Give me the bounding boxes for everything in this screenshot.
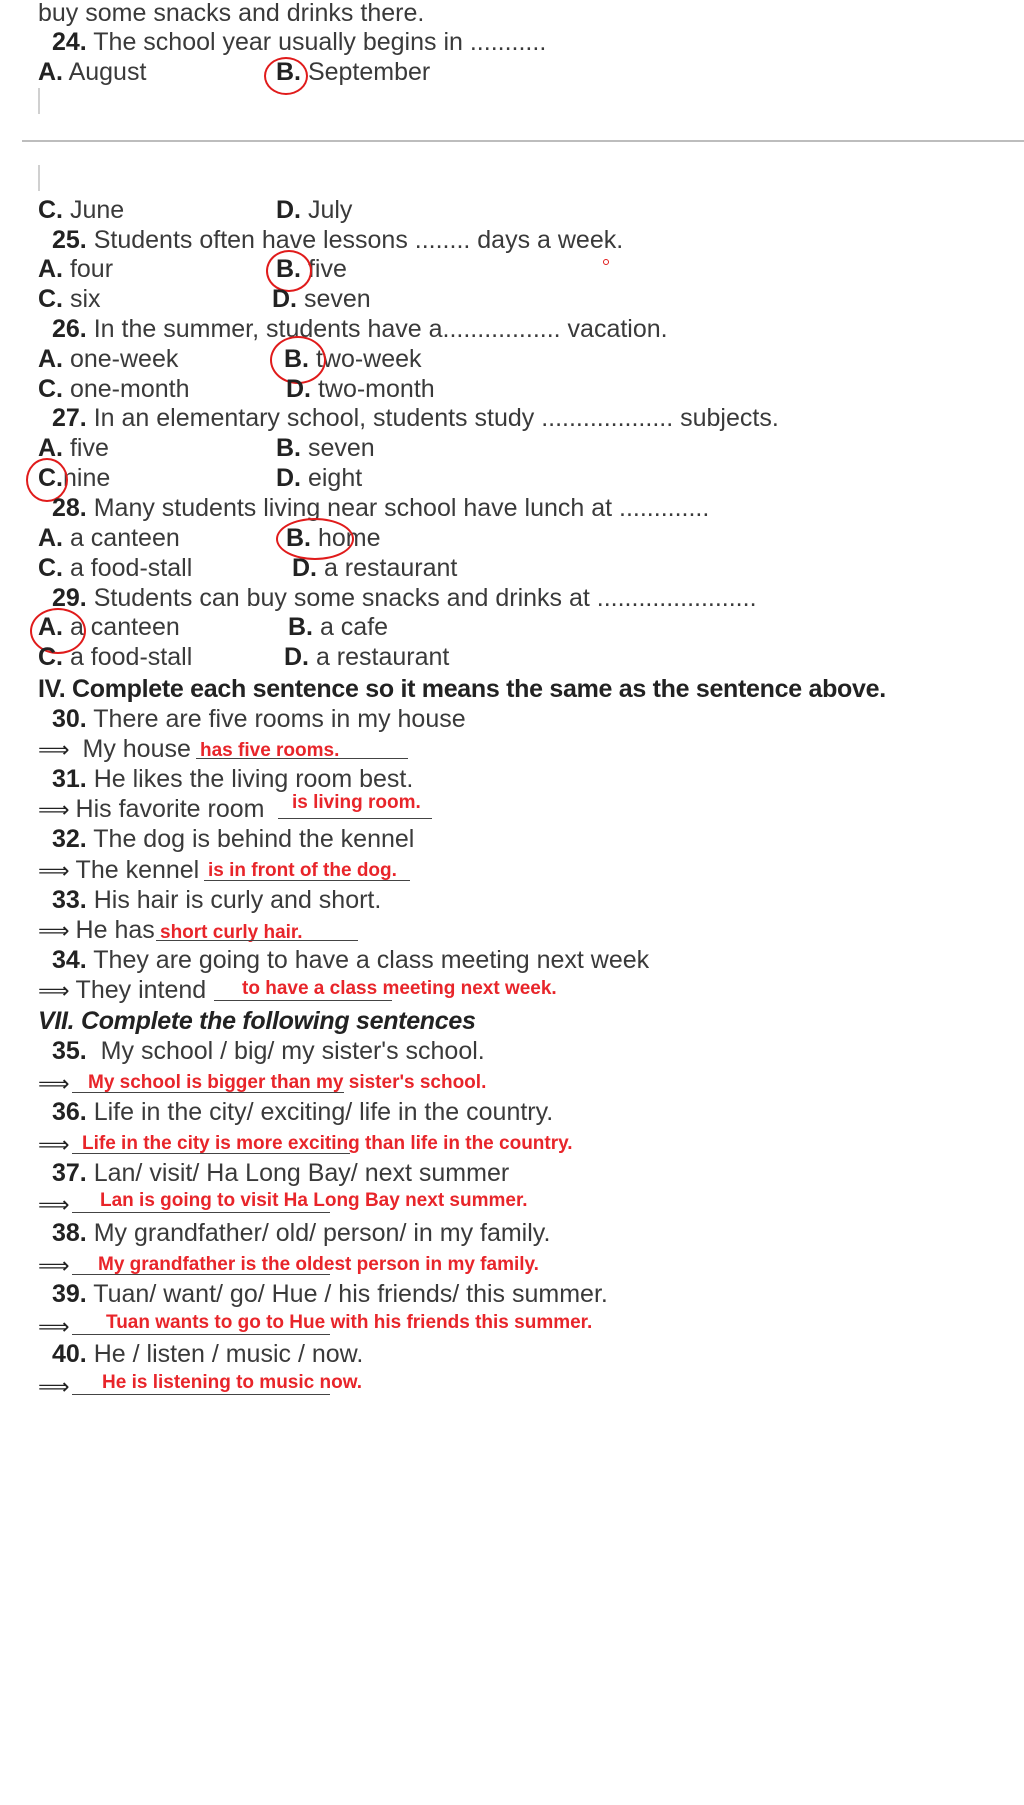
rewrite-prompt-33: ⟹ He has bbox=[38, 916, 155, 944]
handwritten-answer-39: Tuan wants to go to Hue with his friends this summer. bbox=[106, 1312, 593, 1333]
arrow-icon: ⟹ bbox=[38, 858, 70, 883]
arrow-35 bbox=[38, 1068, 76, 1099]
handwritten-answer-30: has five rooms. bbox=[200, 740, 340, 761]
answer-blank bbox=[72, 1334, 330, 1335]
option-26-b: B. two-week bbox=[284, 345, 422, 373]
question-28: 28. Many students living near school have lunch at ............. bbox=[52, 494, 710, 522]
page-corner-mark bbox=[24, 165, 40, 191]
handwritten-answer-40: He is listening to music now. bbox=[102, 1372, 363, 1393]
option-27-a: A. five bbox=[38, 434, 109, 462]
option-27-d: D. eight bbox=[276, 464, 363, 492]
arrow-icon: ⟹ bbox=[38, 797, 70, 822]
top-fragment: buy some snacks and drinks there. bbox=[38, 0, 425, 27]
answer-blank bbox=[156, 940, 358, 941]
question-35: 35. My school / big/ my sister's school. bbox=[52, 1037, 485, 1065]
arrow-icon: ⟹ bbox=[38, 1253, 70, 1278]
rewrite-prompt-30: ⟹ My house bbox=[38, 735, 191, 763]
answer-blank bbox=[72, 1153, 350, 1154]
handwritten-answer-34: to have a class meeting next week. bbox=[242, 978, 557, 999]
option-25-b: B. five bbox=[276, 255, 347, 283]
page-break-divider bbox=[22, 140, 1024, 142]
option-24-b: B. September bbox=[276, 58, 431, 86]
question-37: 37. Lan/ visit/ Ha Long Bay/ next summer bbox=[52, 1159, 510, 1187]
arrow-icon: ⟹ bbox=[38, 1314, 70, 1339]
answer-blank bbox=[204, 880, 410, 881]
question-40: 40. He / listen / music / now. bbox=[52, 1340, 364, 1368]
option-26-a: A. one-week bbox=[38, 345, 179, 373]
rewrite-prompt-31: ⟹ His favorite room bbox=[38, 795, 265, 823]
question-26: 26. In the summer, students have a................. vacation. bbox=[52, 315, 668, 343]
option-26-d: D. two-month bbox=[286, 375, 435, 403]
handwritten-answer-31: is living room. bbox=[292, 792, 421, 813]
stray-mark bbox=[603, 259, 609, 265]
answer-blank bbox=[72, 1274, 330, 1275]
option-24-d: D. July bbox=[276, 196, 353, 224]
arrow-38 bbox=[38, 1250, 76, 1281]
question-number: 24. bbox=[52, 28, 87, 56]
option-24-c: C. June bbox=[38, 196, 125, 224]
answer-blank bbox=[72, 1092, 344, 1093]
arrow-36 bbox=[38, 1129, 76, 1160]
option-28-b: B. home bbox=[286, 524, 381, 552]
answer-blank bbox=[278, 818, 432, 819]
arrow-icon: ⟹ bbox=[38, 918, 70, 943]
handwritten-answer-32: is in front of the dog. bbox=[208, 860, 397, 881]
option-29-d: D. a restaurant bbox=[284, 643, 450, 671]
option-27-c: C.nine bbox=[38, 464, 111, 492]
option-28-d: D. a restaurant bbox=[292, 554, 458, 582]
question-text: The school year usually begins in ........... bbox=[93, 28, 547, 56]
arrow-37 bbox=[38, 1189, 76, 1220]
arrow-icon: ⟹ bbox=[38, 737, 70, 762]
option-25-c: C. six bbox=[38, 285, 101, 313]
handwritten-answer-33: short curly hair. bbox=[160, 922, 303, 943]
arrow-icon: ⟹ bbox=[38, 1192, 70, 1217]
section-iv-heading: IV. Complete each sentence so it means the same as the sentence above. bbox=[38, 675, 886, 703]
option-29-c: C. a food-stall bbox=[38, 643, 193, 671]
answer-blank bbox=[72, 1212, 330, 1213]
question-31: 31. He likes the living room best. bbox=[52, 765, 414, 793]
option-27-b: B. seven bbox=[276, 434, 375, 462]
option-25-a: A. four bbox=[38, 255, 114, 283]
arrow-39 bbox=[38, 1311, 76, 1342]
option-26-c: C. one-month bbox=[38, 375, 190, 403]
rewrite-prompt-32: ⟹ The kennel bbox=[38, 856, 200, 884]
question-34: 34. They are going to have a class meeting next week bbox=[52, 946, 650, 974]
answer-blank bbox=[214, 1000, 392, 1001]
question-29: 29. Students can buy some snacks and drinks at ....................... bbox=[52, 584, 757, 612]
arrow-icon: ⟹ bbox=[38, 1071, 70, 1096]
option-25-d: D. seven bbox=[272, 285, 371, 313]
question-27: 27. In an elementary school, students study ................... subjects. bbox=[52, 404, 779, 432]
option-28-c: C. a food-stall bbox=[38, 554, 193, 582]
handwritten-answer-37: Lan is going to visit Ha Long Bay next summer. bbox=[100, 1190, 528, 1211]
answer-blank bbox=[72, 1394, 330, 1395]
option-29-a: A. a canteen bbox=[38, 613, 180, 641]
question-39: 39. Tuan/ want/ go/ Hue / his friends/ this summer. bbox=[52, 1280, 608, 1308]
rewrite-prompt-34: ⟹ They intend bbox=[38, 976, 207, 1004]
arrow-icon: ⟹ bbox=[38, 1132, 70, 1157]
answer-circle-24 bbox=[264, 57, 308, 95]
answer-blank bbox=[196, 758, 408, 759]
question-30: 30. There are five rooms in my house bbox=[52, 705, 466, 733]
option-24-a: A. August bbox=[38, 58, 147, 86]
question-25: 25. Students often have lessons ........ days a week. bbox=[52, 226, 624, 254]
handwritten-answer-36: Life in the city is more exciting than life in the country. bbox=[82, 1133, 573, 1154]
page-corner-mark bbox=[24, 88, 40, 114]
section-vii-heading: VII. Complete the following sentences bbox=[38, 1007, 476, 1035]
handwritten-answer-38: My grandfather is the oldest person in my family. bbox=[98, 1254, 539, 1275]
arrow-icon: ⟹ bbox=[38, 1374, 70, 1399]
question-24 bbox=[52, 27, 546, 57]
question-36: 36. Life in the city/ exciting/ life in the country. bbox=[52, 1098, 554, 1126]
arrow-icon: ⟹ bbox=[38, 978, 70, 1003]
option-28-a: A. a canteen bbox=[38, 524, 180, 552]
option-29-b: B. a cafe bbox=[288, 613, 389, 641]
handwritten-answer-35: My school is bigger than my sister's school. bbox=[88, 1072, 487, 1093]
question-32: 32. The dog is behind the kennel bbox=[52, 825, 415, 853]
arrow-40 bbox=[38, 1371, 76, 1402]
question-33: 33. His hair is curly and short. bbox=[52, 886, 382, 914]
question-38: 38. My grandfather/ old/ person/ in my family. bbox=[52, 1219, 551, 1247]
